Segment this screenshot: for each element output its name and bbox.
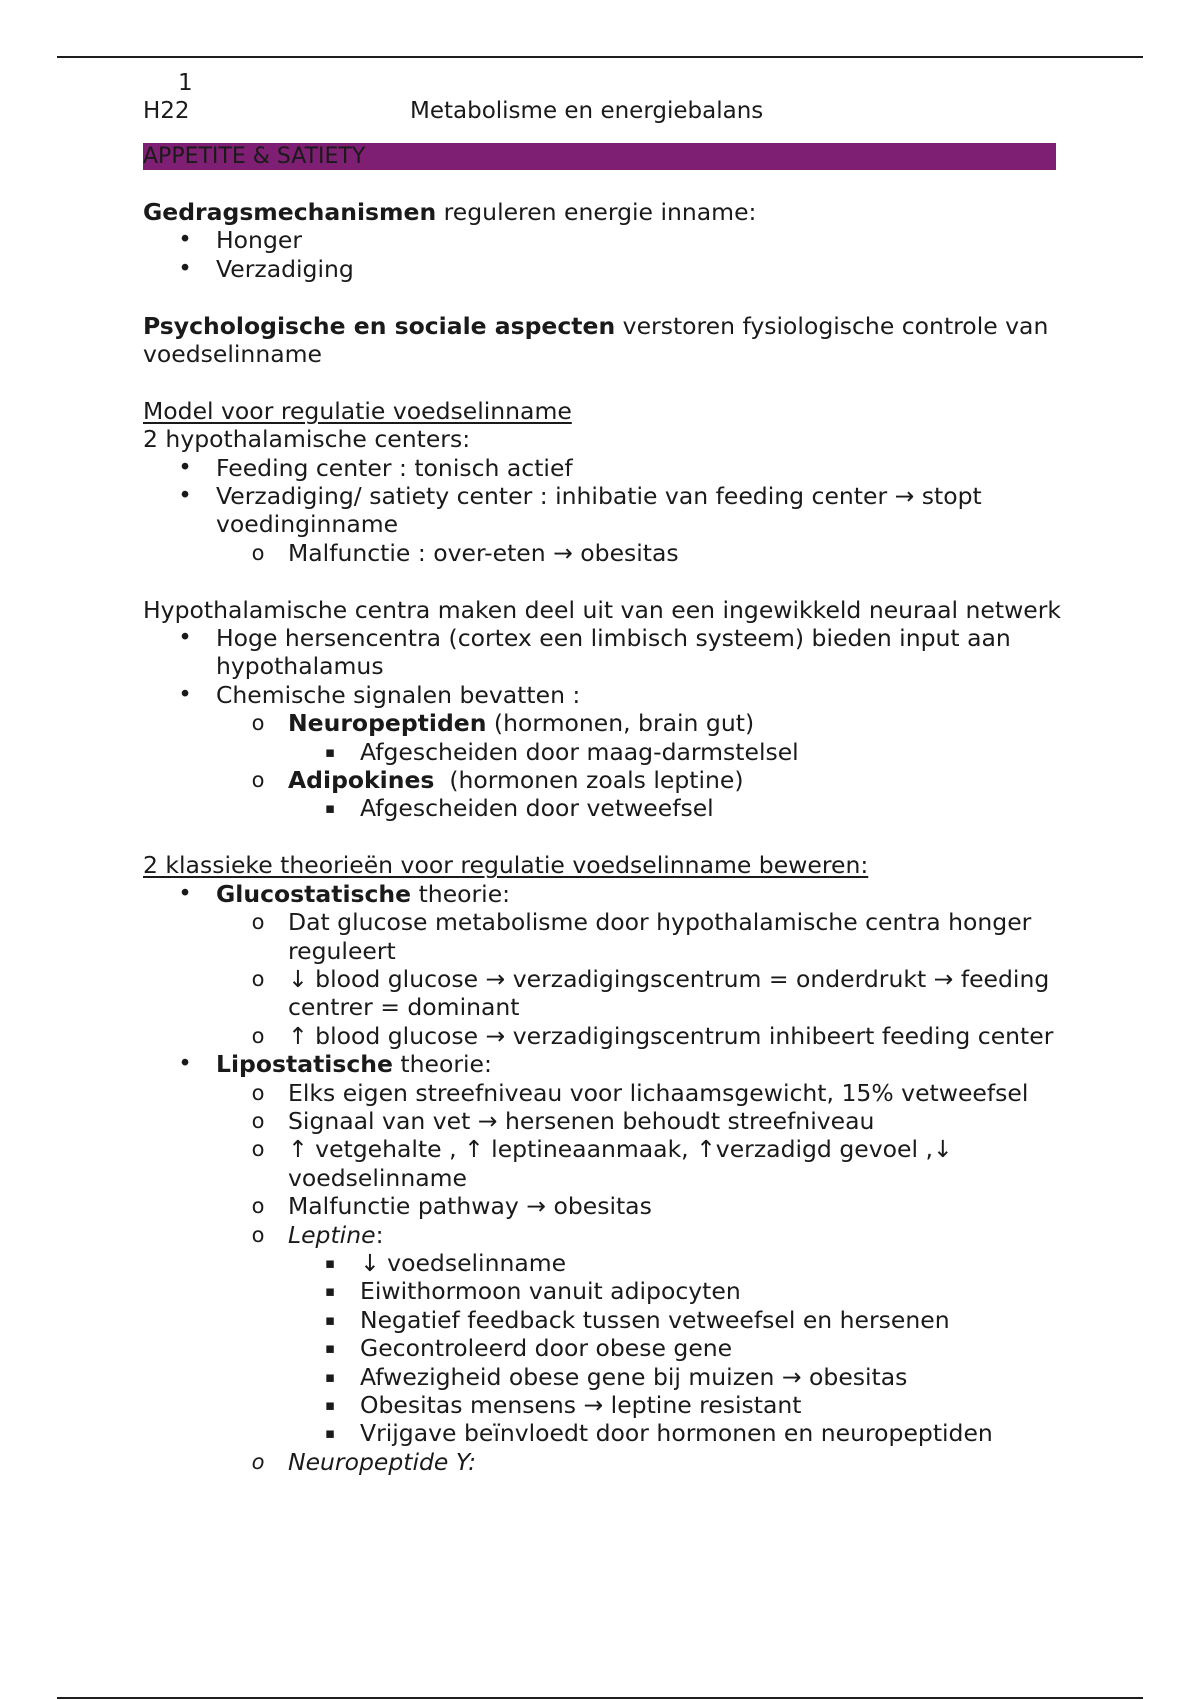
list-item-text: Gecontroleerd door obese gene xyxy=(360,1334,733,1363)
square-marker: ▪ xyxy=(324,742,336,761)
circle-marker: o xyxy=(251,540,265,565)
paragraph-text: reguleren energie inname: xyxy=(436,198,757,226)
list-item-text: (hormonen zoals leptine) xyxy=(434,766,744,795)
circle-marker: o xyxy=(251,1108,265,1133)
list-item xyxy=(143,794,1073,822)
bold-term: Adipokines xyxy=(288,766,435,795)
list-item xyxy=(143,1192,1073,1220)
section-heading: 2 klassieke theorieën voor regulatie voedselinname beweren: xyxy=(143,851,869,880)
list-item xyxy=(143,880,1073,908)
list-item-text: Verzadiging xyxy=(216,254,354,283)
list-item-text: Vrijgave beïnvloedt door hormonen en neuropeptiden xyxy=(360,1419,993,1448)
list-item-text: Negatief feedback tussen vetweefsel en hersenen xyxy=(360,1305,950,1334)
list-item xyxy=(143,908,1073,965)
list-item xyxy=(143,766,1073,794)
list-item xyxy=(143,624,1073,681)
list-item-text: ↓ blood glucose → verzadigingscentrum = onderdrukt → feeding centrer = dominant xyxy=(288,964,1050,1022)
circle-marker: o xyxy=(251,711,265,736)
square-marker: ▪ xyxy=(324,799,336,818)
paragraph-text: verstoren fysiologische controle van voedselinname xyxy=(143,311,1049,369)
circle-marker: o xyxy=(251,1023,265,1048)
square-marker: ▪ xyxy=(324,1339,336,1358)
square-marker: ▪ xyxy=(324,1367,336,1386)
list-item xyxy=(143,226,1073,254)
bold-term: Lipostatische xyxy=(216,1050,393,1079)
square-marker: ▪ xyxy=(324,1396,336,1414)
list-item xyxy=(143,255,1073,283)
bullet-marker: • xyxy=(178,255,192,282)
paragraph: Hypothalamische centra maken deel uit van een ingewikkeld neuraal netwerk xyxy=(143,595,1062,624)
list-item-text: Eiwithormoon vanuit adipocyten xyxy=(360,1277,741,1306)
list-item xyxy=(143,1391,1073,1419)
list-item xyxy=(143,1107,1073,1135)
paragraph: 2 hypothalamische centers: xyxy=(143,425,471,454)
list-item xyxy=(143,454,1073,482)
list-item-text: Elks eigen streefniveau voor lichaamsgewicht, 15% vetweefsel xyxy=(288,1078,1029,1107)
bold-term: Glucostatische xyxy=(216,879,412,908)
circle-marker: o xyxy=(251,768,265,793)
list-item xyxy=(143,738,1073,766)
bullet-marker: • xyxy=(178,880,192,907)
square-marker: ▪ xyxy=(324,1282,336,1301)
square-marker: ▪ xyxy=(324,1424,336,1443)
paragraph xyxy=(143,312,1073,369)
list-item xyxy=(143,965,1073,1022)
list-item-text: Verzadiging/ satiety center : inhibatie van feeding center → stopt voedinginname xyxy=(216,482,982,539)
list-item-text: theorie: xyxy=(411,879,511,908)
list-item-text: ↓ voedselinname xyxy=(360,1248,567,1277)
page-number: 1 xyxy=(178,70,193,96)
list-item-text: Malfunctie pathway → obesitas xyxy=(288,1192,652,1221)
circle-marker: o xyxy=(251,1222,265,1247)
list-item-text: Signaal van vet → hersenen behoudt streefniveau xyxy=(288,1106,875,1135)
bullet-marker: • xyxy=(178,625,192,652)
list-item-text: Chemische signalen bevatten : xyxy=(216,680,581,709)
paragraph xyxy=(143,198,1073,226)
list-item xyxy=(143,1135,1073,1192)
document-title: Metabolisme en energiebalans xyxy=(410,98,764,124)
list-item xyxy=(143,1334,1073,1362)
list-item xyxy=(143,539,1073,567)
list-item xyxy=(143,1221,1073,1249)
list-item xyxy=(143,709,1073,737)
bold-term: Psychologische en sociale aspecten xyxy=(143,311,616,340)
circle-marker: o xyxy=(251,910,265,935)
circle-marker: o xyxy=(251,966,265,991)
list-item xyxy=(143,681,1073,709)
list-item-text: theorie: xyxy=(392,1050,492,1079)
list-item-text: : xyxy=(375,1220,384,1249)
list-item xyxy=(143,1306,1073,1334)
italic-term: Leptine xyxy=(288,1220,376,1249)
chapter-label: H22 xyxy=(143,98,190,124)
list-item-text: Afwezigheid obese gene bij muizen → obesitas xyxy=(360,1362,908,1391)
section-bar: APPETITE & SATIETY xyxy=(143,143,1056,170)
list-item xyxy=(143,1363,1073,1391)
list-item xyxy=(143,1419,1073,1447)
document-body xyxy=(143,198,1073,1476)
section-heading: Model voor regulatie voedselinname xyxy=(143,396,572,425)
list-item-text: Afgescheiden door vetweefsel xyxy=(360,794,714,823)
list-item xyxy=(143,1079,1073,1107)
footer-rule xyxy=(57,1697,1143,1699)
bullet-marker: • xyxy=(178,454,192,481)
list-item-text: ↑ blood glucose → verzadigingscentrum inhibeert feeding center xyxy=(288,1021,1054,1050)
bold-term: Gedragsmechanismen xyxy=(143,198,437,226)
square-marker: ▪ xyxy=(324,1253,336,1272)
list-item-text: Dat glucose metabolisme door hypothalamische centra honger reguleert xyxy=(288,908,1032,965)
list-item xyxy=(143,1022,1073,1050)
circle-marker: o xyxy=(251,1194,265,1219)
square-marker: ▪ xyxy=(324,1310,336,1329)
list-item-text: Honger xyxy=(216,226,302,255)
list-item-text: Obesitas mensens → leptine resistant xyxy=(360,1391,802,1419)
bullet-marker: • xyxy=(178,227,192,254)
list-item xyxy=(143,1050,1073,1078)
list-item-text: Hoge hersencentra (cortex een limbisch systeem) bieden input aan hypothalamus xyxy=(216,624,1011,681)
list-item-text: Malfunctie : over-eten → obesitas xyxy=(288,538,679,567)
list-item xyxy=(143,1249,1073,1277)
list-item xyxy=(143,1448,1073,1476)
circle-marker: o xyxy=(251,1449,265,1474)
list-item-text: Feeding center : tonisch actief xyxy=(216,453,573,482)
circle-marker: o xyxy=(251,1137,265,1162)
list-item-text: ↑ vetgehalte , ↑ leptineaanmaak, ↑verzadigd gevoel ,↓ voedselinname xyxy=(288,1135,953,1192)
bullet-marker: • xyxy=(178,1051,192,1078)
header-rule xyxy=(57,56,1143,58)
list-item xyxy=(143,1277,1073,1305)
italic-term: Neuropeptide Y: xyxy=(288,1447,477,1476)
list-item-text: Afgescheiden door maag-darmstelsel xyxy=(360,737,799,766)
bullet-marker: • xyxy=(178,483,192,510)
bullet-marker: • xyxy=(178,681,192,708)
circle-marker: o xyxy=(251,1080,265,1105)
list-item xyxy=(143,482,1073,539)
bold-term: Neuropeptiden xyxy=(288,709,487,738)
list-item-text: (hormonen, brain gut) xyxy=(486,709,755,738)
